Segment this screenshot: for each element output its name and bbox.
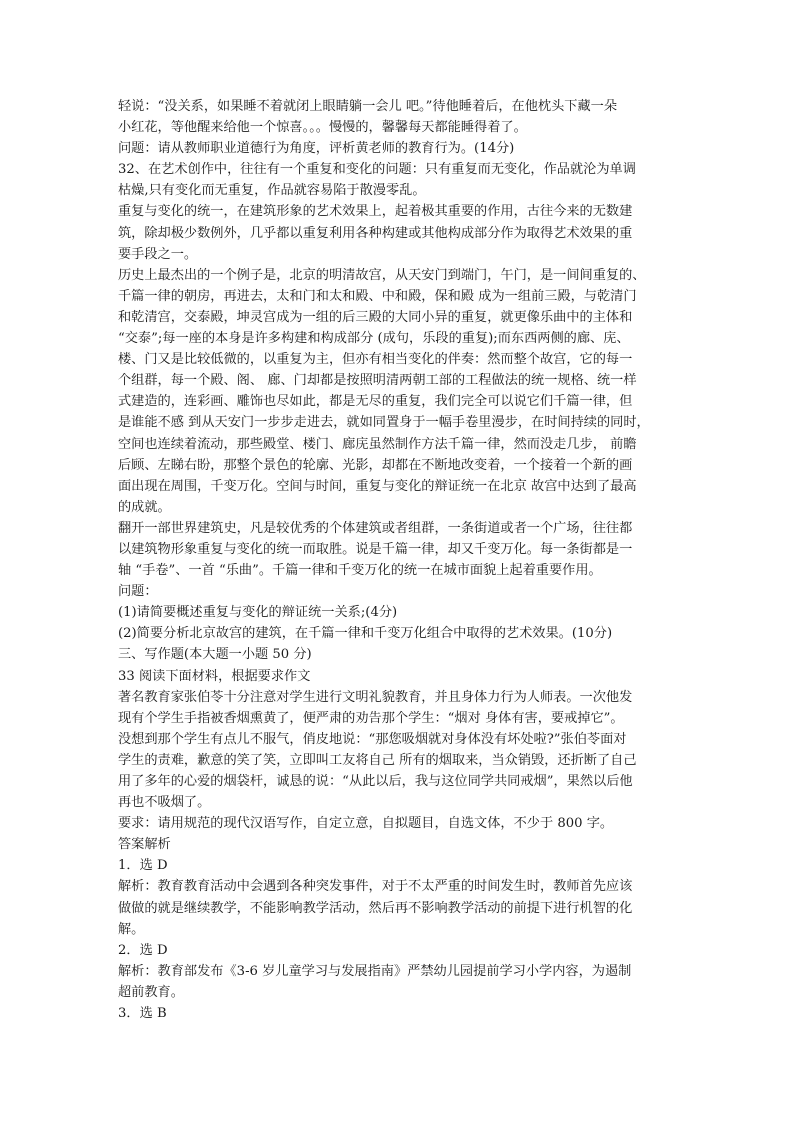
answer-section-heading: 答案解析: [118, 837, 171, 853]
writing-requirements: 要求：请用规范的现代汉语写作，自定立意，自拟题目，自选文体，不少于 800 字。: [118, 816, 614, 832]
text-line: 学生的责难，歉意的笑了笑，立即叫工友将自己 所有的烟取来，当众销毁，还折断了自己: [118, 752, 637, 768]
sub-question-1: (1)请简要概述重复与变化的辩证统一关系;(4分): [118, 605, 398, 621]
section-heading-writing: 三、写作题(本大题一小题 50 分): [118, 647, 312, 663]
text-line: 没想到那个学生有点儿不服气，俏皮地说：“那您吸烟就对身体没有坏处啦?”张伯苓面对: [118, 731, 627, 747]
answer-explanation: 解。: [118, 921, 145, 937]
question-prompt: 问题：请从教师职业道德行为角度，评析黄老师的教育行为。(14分): [118, 141, 515, 157]
text-line: 要手段之一。: [118, 246, 198, 262]
text-line: 千篇一律的朝房，再进去，太和门和太和殿、中和殿，保和殿 成为一组前三殿，与乾清门: [118, 288, 637, 304]
text-line: 空间也连续着流动，那些殿堂、楼门、廊庑虽然制作方法千篇一律，然而没走几步， 前瞻: [118, 436, 637, 452]
answer-explanation: 解析：教育教育活动中会遇到各种突发事件，对于不太严重的时间发生时，教师首先应该: [118, 879, 633, 895]
answer-item: 2．选 D: [118, 942, 168, 958]
text-line: 历史上最杰出的一个例子是，北京的明清故宫，从天安门到端门，午门，是一间间重复的、: [118, 267, 646, 283]
text-line: 以建筑物形象重复与变化的统一而取胜。说是千篇一律，却又千变万化。每一条街都是一: [118, 541, 633, 557]
text-line: 楼、门又是比较低微的，以重复为主，但亦有相当变化的伴奏：然而整个故宫，它的每一: [118, 352, 633, 368]
text-line: 重复与变化的统一，在建筑形象的艺术效果上，起着极其重要的作用，古往今来的无数建: [118, 204, 633, 220]
question-label: 问题：: [118, 584, 158, 600]
text-line: 用了多年的心爱的烟袋杆，诚恳的说：“从此以后，我与这位同学共同戒烟”，果然以后他: [118, 774, 633, 789]
text-line: 翻开一部世界建筑史，凡是较优秀的个体建筑或者组群，一条街道或者一个广场，往往都: [118, 520, 633, 536]
text-line: “交泰”;每一座的本身是许多构建和构成部分 (成句，乐段的重复);而东西两侧的廊、庑、: [118, 331, 630, 347]
answer-item: 1．选 D: [118, 858, 168, 874]
answer-explanation: 解析：教育部发布《3-6 岁儿童学习与发展指南》严禁幼儿园提前学习小学内容，为遏制: [118, 963, 632, 979]
question-32-heading: 32、在艺术创作中，往往有一个重复和变化的问题：只有重复而无变化，作品就沦为单调: [118, 162, 636, 178]
text-line: 式建造的，连彩画、雕饰也尽如此，都是无尽的重复，我们完全可以说它们千篇一律，但: [118, 394, 633, 410]
question-33-heading: 33 阅读下面材料，根据要求作文: [118, 668, 311, 684]
answer-explanation: 做做的就是继续教学，不能影响教学活动，然后再不影响教学活动的前提下进行机智的化: [118, 900, 633, 916]
text-line: 是谁能不感 到从天安门一步步走进去，就如同置身于一幅手卷里漫步，在时间持续的同时，: [118, 415, 650, 431]
text-line: 著名教育家张伯苓十分注意对学生进行文明礼貌教育，并且身体力行为人师表。一次他发: [118, 689, 633, 705]
text-line: 现有个学生手指被香烟熏黄了，便严肃的劝告那个学生：“烟对 身体有害，要戒掉它”。: [118, 710, 624, 726]
sub-question-2: (2)简要分析北京故宫的建筑，在千篇一律和千变万化组合中取得的艺术效果。(10分): [118, 626, 613, 642]
text-line: 枯燥,只有变化而无重复，作品就容易陷于散漫零乱。: [118, 183, 426, 199]
text-line: 筑，除却极少数例外，几乎都以重复利用各种构建或其他构成部分作为取得艺术效果的重: [118, 225, 633, 241]
text-line: 的成就。: [118, 499, 171, 515]
document-page: [118, 96, 678, 1024]
answer-item: 3．选 B: [118, 1006, 167, 1022]
text-line: 再也不吸烟了。: [118, 795, 211, 811]
text-line: 轴 “手卷”、一首 “乐曲”。千篇一律和千变万化的统一在城市面貌上起着重要作用。: [118, 563, 602, 579]
text-line: 和乾清宫，交泰殿，坤灵宫成为一组的后三殿的大同小异的重复，就更像乐曲中的主体和: [118, 309, 633, 325]
text-line: 轻说：“没关系，如果睡不着就闭上眼睛躺一会儿 吧。”待他睡着后，在他枕头下藏一朵: [118, 99, 618, 114]
answer-explanation: 超前教育。: [118, 984, 184, 1000]
text-line: 个组群，每一个殿、阁、 廊、门却都是按照明清两朝工部的工程做法的统一规格、统一样: [118, 373, 637, 389]
text-line: 面出现在周围，千变万化。空间与时间，重复与变化的辩证统一在北京 故宫中达到了最高: [118, 478, 637, 494]
text-line: 小红花，等他醒来给他一个惊喜。。。慢慢的，馨馨每天都能睡得着了。: [118, 120, 527, 136]
text-line: 后顾、左睇右盼，那整个景色的轮廓、光影，却都在不断地改变着，一个接着一个新的画: [118, 457, 633, 473]
